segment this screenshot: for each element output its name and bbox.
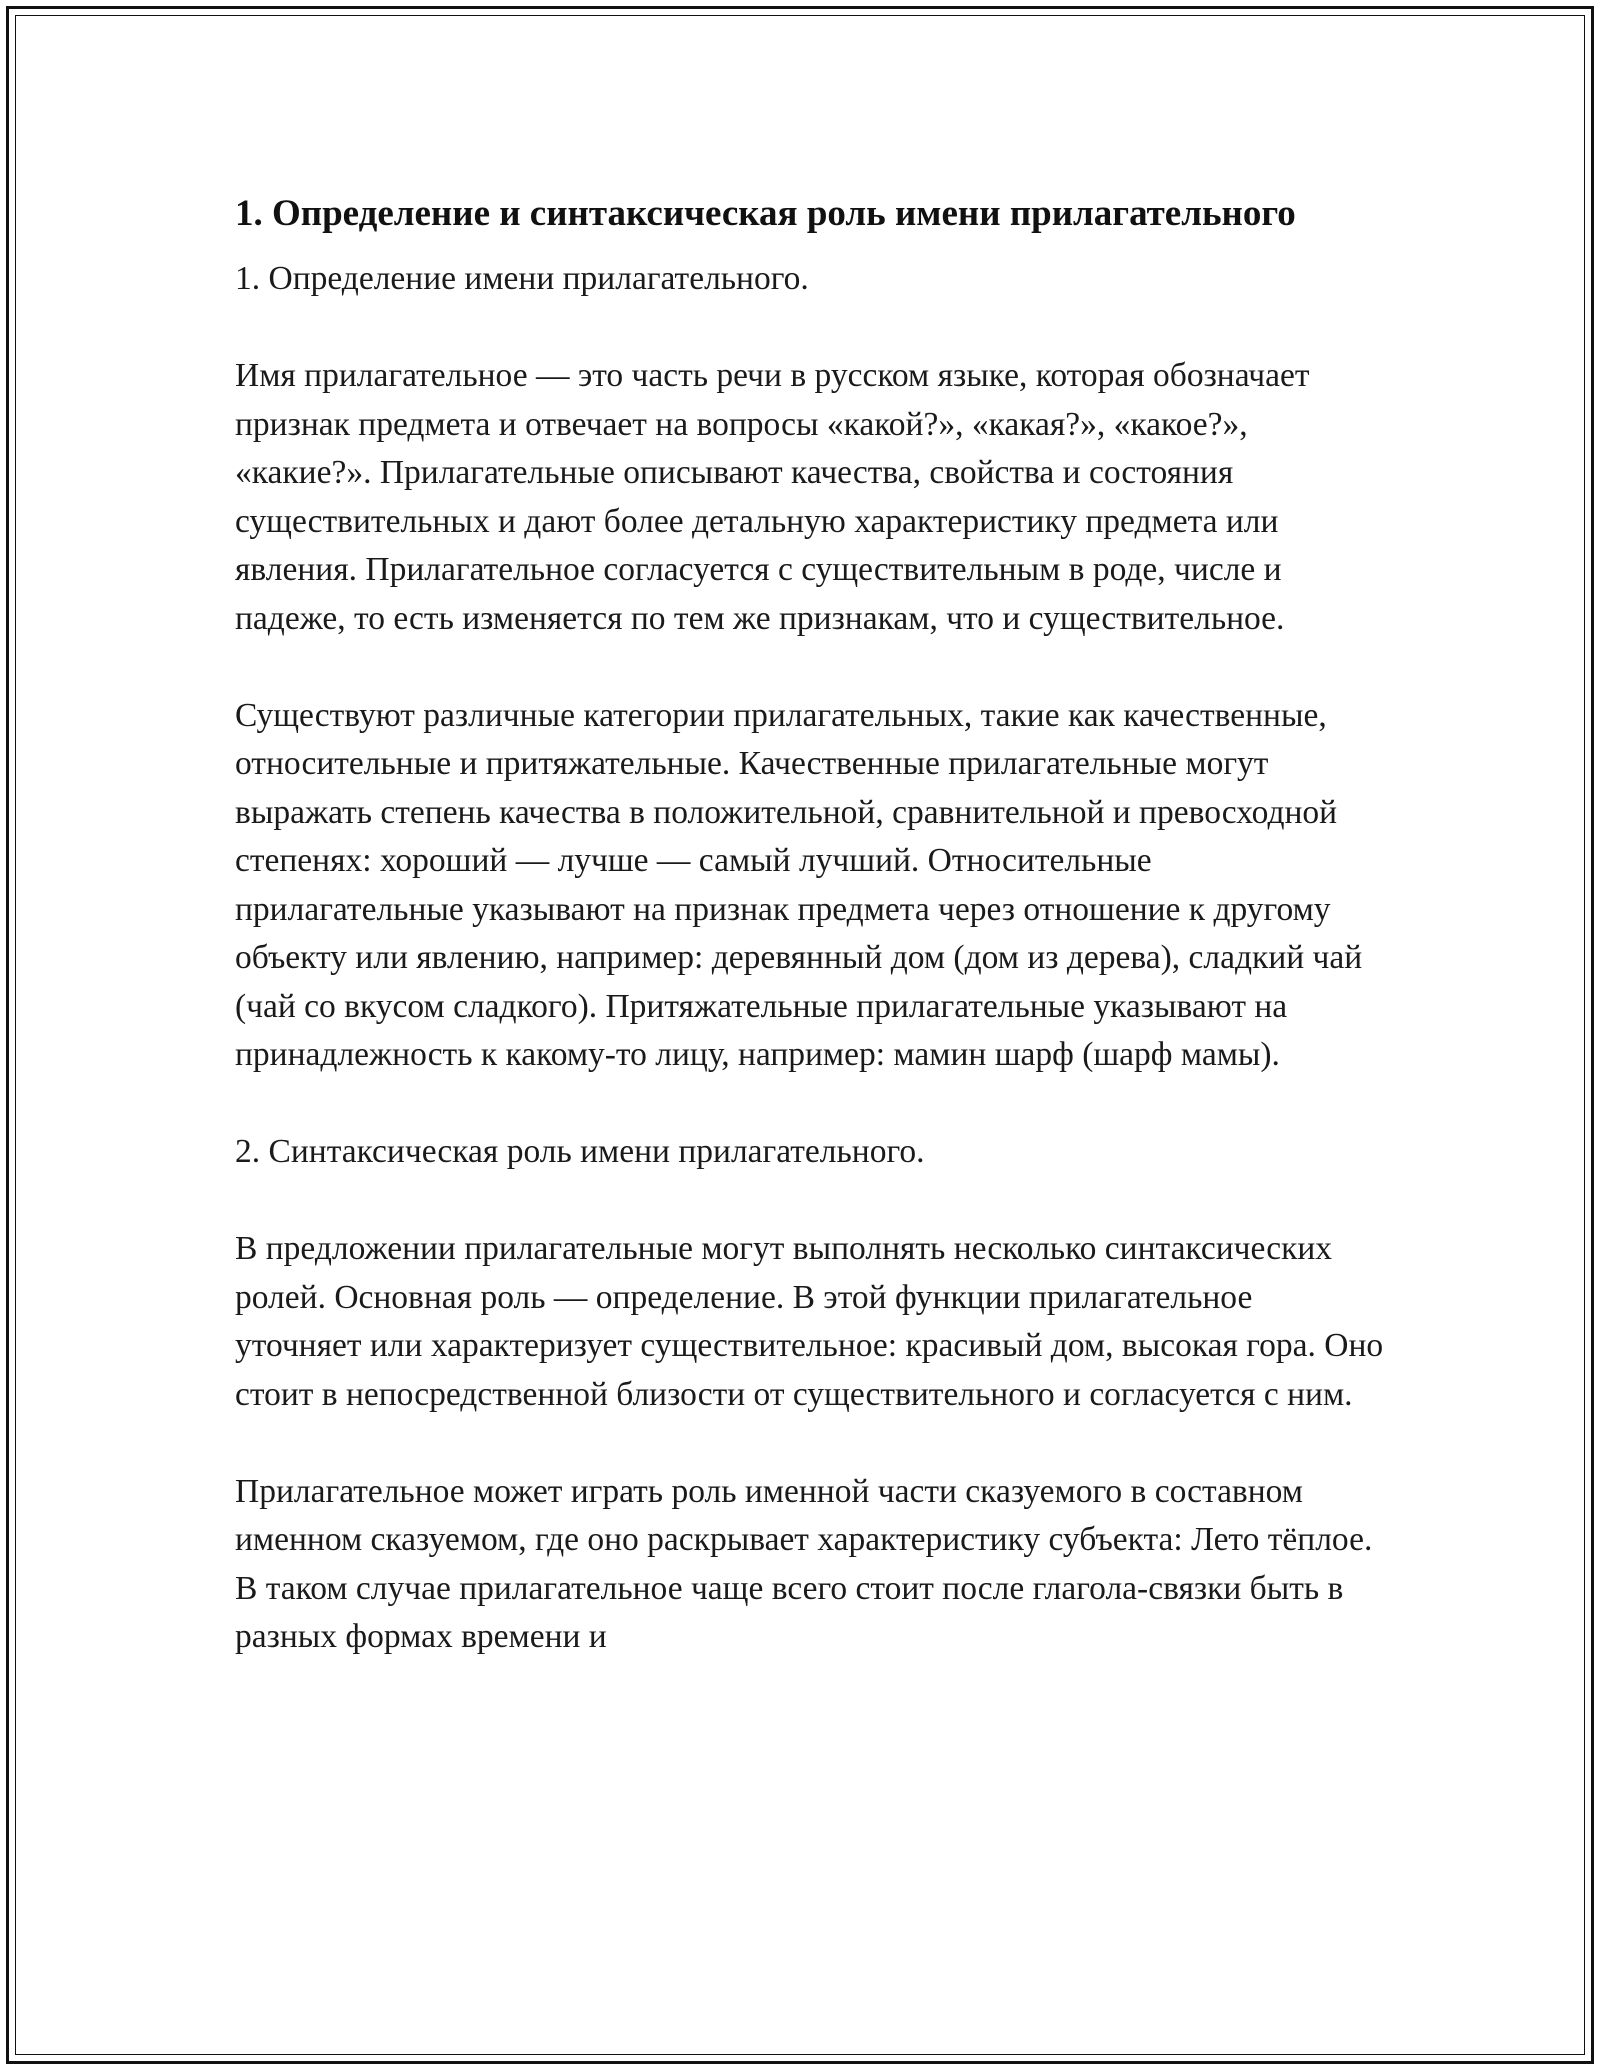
paragraph-subheading-2: 2. Синтаксическая роль имени прилагательного.	[235, 1133, 925, 1170]
paragraph-predicate-role: Прилагательное может играть роль именной части сказуемого в составном именном сказуемом, где оно раскрывает характеристику субъекта: Лето тёплое. В таком случае прилагательное чаще всего стоит после глагола-связки быть в разных формах времени и	[235, 1472, 1373, 1655]
paragraph-subheading-1: 1. Определение имени прилагательного.	[235, 260, 809, 297]
paragraph-definition: Имя прилагательное — это часть речи в русском языке, которая обозначает признак предмета и отвечает на вопросы «какой?», «какая?», «какое?», «какие?». Прилагательные описывают качества, свойства и состояния существительных и дают более детальную характеристику предмета или явления. Прилагательное согласуется с существительным в роде, числе и падеже, то есть изменяется по тем же признакам, что и существительное.	[235, 357, 1310, 637]
paragraph-categories: Существуют различные категории прилагательных, такие как качественные, относительные и притяжательные. Качественные прилагательные могут выражать степень качества в положительной, сравнительной и превосходной степенях: хороший — лучше — самый лучший. Относительные прилагательные указывают на признак предмета через отношение к другому объекту или явлению, например: деревянный дом (дом из дерева), сладкий чай (чай со вкусом сладкого). Притяжательные прилагательные указывают на принадлежность к какому-то лицу, например: мамин шарф (шарф мамы).	[235, 696, 1363, 1073]
document-title: 1. Определение и синтаксическая роль имени прилагательного	[235, 193, 1296, 234]
document-body	[235, 186, 1385, 1710]
paragraph-syntactic-role: В предложении прилагательные могут выполнять несколько синтаксических ролей. Основная роль — определение. В этой функции прилагательное уточняет или характеризует существительное: красивый дом, высокая гора. Оно стоит в непосредственной близости от существительного и согласуется с ним.	[235, 1230, 1384, 1413]
